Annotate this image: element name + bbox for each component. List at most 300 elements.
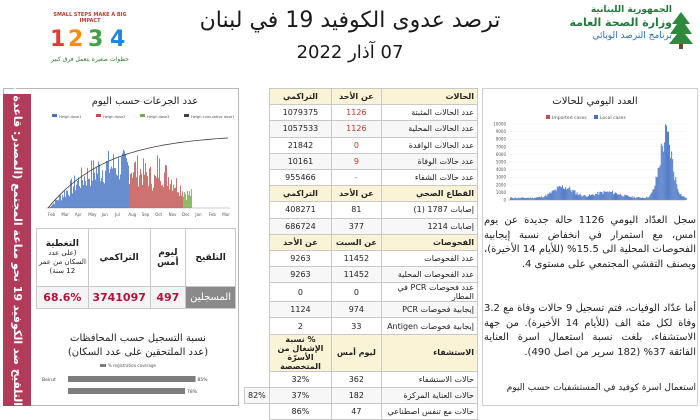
table-cell-c2: 37% [269, 387, 331, 403]
campaign-logo-line-1: SMALL STEPS MAKE A BIG IMPACT [53, 12, 127, 24]
table-row [245, 202, 478, 218]
cases-bar [589, 194, 590, 200]
doses-bar [179, 196, 180, 208]
cases-bar [536, 198, 537, 200]
doses-bar [128, 165, 129, 208]
table-cell-c1: 9 [332, 153, 382, 169]
doses-x-tick: Feb [208, 212, 216, 217]
table-cell-label: إصابات 1787 (1) [381, 202, 477, 218]
table-cell-c2: عن الأحد [269, 234, 331, 250]
cases-bar [606, 192, 607, 200]
svg-text:Imported cases: Imported cases [552, 116, 587, 121]
doses-bar [83, 185, 84, 208]
cases-y-tick: 6000 [495, 151, 506, 157]
doses-bar [188, 195, 189, 208]
doses-bar [136, 177, 137, 208]
cases-bar [643, 198, 644, 200]
doses-bar [124, 151, 125, 208]
cases-y-tick: 10000 [493, 121, 506, 127]
svg-text:Heigh dose1: Heigh dose1 [59, 115, 82, 119]
doses-chart-title: عدد الجرعات حسب اليوم [91, 96, 199, 107]
cases-legend-item [546, 115, 587, 121]
cases-bar [681, 194, 682, 200]
doses-bar [105, 171, 106, 208]
cases-bar [515, 198, 516, 200]
doses-bar [132, 178, 133, 208]
coverage-subtitle: (عدد الملتحقين على عدد السكان) [67, 347, 209, 358]
table-row [245, 250, 478, 266]
cases-bar [552, 191, 553, 200]
cases-bar [542, 197, 543, 200]
svg-text:Local cases: Local cases [600, 116, 626, 121]
beds-chart-caption: استعمال اسرة كوفيد في المستشفيات حسب اليوم [506, 383, 696, 393]
cases-bar [538, 197, 539, 200]
doses-bar [59, 195, 60, 208]
table-cell-label: عدد الحالات المثبتة [381, 105, 477, 121]
doses-bar [60, 195, 61, 208]
coverage-bar-label: Beirut [42, 378, 56, 383]
doses-bar [50, 207, 51, 208]
cases-summary-text: سجل العدّاد اليومي 1126 حالة جديدة عن يوم امس، مع استمرار في انخفاض نسبة إيجابية الفحوصات المحلية الى 15.5% (للأيام 14 الأخيرة)، ويصنف التفشي المجتمعي على مستوى 4. [484, 215, 697, 270]
doses-x-tick: Jul [115, 212, 120, 217]
cases-bar [617, 194, 618, 200]
table-cell-c2: 1057533 [269, 121, 331, 137]
doses-bar [61, 200, 62, 208]
cases-bar [555, 189, 556, 200]
doses-bar [94, 173, 95, 208]
table-section-header [245, 186, 478, 202]
doses-bar [80, 188, 81, 208]
table-cell-c2: 9263 [269, 250, 331, 266]
doses-bar [55, 199, 56, 208]
doses-bar [95, 180, 96, 208]
doses-bar [108, 151, 109, 208]
cases-bar [630, 197, 631, 200]
cases-bar [544, 196, 545, 200]
doses-bar [100, 181, 101, 208]
table-cell-c2: 9263 [269, 267, 331, 283]
doses-x-tick: Dec [182, 212, 190, 217]
cases-y-tick: 5000 [495, 159, 506, 165]
doses-bar [173, 185, 174, 208]
cases-bar [650, 194, 651, 200]
table-cell-label: حالات مع تنفس اصطناعي [381, 404, 477, 420]
doses-bar [98, 161, 99, 208]
doses-bar [76, 185, 77, 208]
cases-bar [546, 196, 547, 200]
cases-bar [576, 194, 577, 200]
table-cell-label: عدد حالات الشفاء [381, 169, 477, 185]
cases-bar [573, 190, 574, 200]
doses-bar [147, 176, 148, 208]
doses-bar [168, 177, 169, 208]
doses-x-tick: Jun [101, 212, 108, 217]
doses-bar [149, 169, 150, 208]
doses-bar [165, 165, 166, 208]
cases-bar [682, 196, 683, 200]
doses-bar [131, 173, 132, 208]
cases-bar [664, 142, 665, 200]
cases-bar [530, 197, 531, 200]
cases-bar [587, 197, 588, 200]
cases-bar [592, 194, 593, 200]
cases-bar [619, 195, 620, 200]
table-cell-c1: 974 [332, 302, 382, 318]
table-cell-c2: 32% [269, 371, 331, 387]
doses-bar [186, 200, 187, 208]
doses-bar [138, 186, 139, 208]
table-cell-c2: 686724 [269, 218, 331, 234]
table-row [245, 387, 478, 403]
table-section-header [245, 234, 478, 250]
cases-bar [566, 189, 567, 200]
cases-bar [567, 189, 568, 200]
cases-bar [577, 192, 578, 200]
cases-bar [532, 197, 533, 200]
cases-bar [631, 197, 632, 200]
cases-bar [588, 196, 589, 200]
table-row [245, 267, 478, 283]
cases-bar [551, 193, 552, 200]
cases-bar [657, 177, 658, 200]
doses-bar [78, 178, 79, 208]
cases-bar [680, 194, 681, 200]
cases-bar [663, 152, 664, 200]
cases-bar [675, 177, 676, 200]
cases-bar [636, 198, 637, 200]
cases-bar [640, 198, 641, 200]
doses-bar [115, 168, 116, 208]
table-cell-label: عدد فحوصات PCR في المطار [381, 283, 477, 302]
doses-bar [75, 190, 76, 208]
table-cell-c2: التراكمي [269, 89, 331, 105]
table-cell-c2: 408271 [269, 202, 331, 218]
doses-bar [114, 168, 115, 208]
table-cell-label: الحالات [381, 89, 477, 105]
doses-bar [53, 203, 54, 208]
doses-bar [74, 176, 75, 208]
cases-bar [580, 194, 581, 200]
table-cell-c2: % نسبة الإشغال من الأسرّة المتخصصة [269, 334, 331, 371]
table-cell-c2: 86% [269, 404, 331, 420]
doses-bar [151, 184, 152, 208]
cases-bar [594, 196, 595, 200]
cases-bar [662, 146, 663, 200]
coverage-chart [40, 362, 236, 406]
cases-bar [658, 168, 659, 200]
coverage-bar [68, 376, 196, 382]
vac-header-coverage [37, 229, 89, 287]
doses-bar [125, 154, 126, 208]
cases-bar [625, 195, 626, 200]
doses-bar [57, 200, 58, 208]
doses-bar [90, 186, 91, 208]
doses-bar [183, 197, 184, 208]
table-cell-c1: 11452 [332, 267, 382, 283]
doses-bar [113, 154, 114, 208]
cases-bar [521, 197, 522, 200]
doses-bar [137, 155, 138, 208]
doses-bar [67, 191, 68, 208]
doses-bar [146, 172, 147, 208]
cases-bar [570, 190, 571, 200]
cases-bar [645, 198, 646, 200]
cases-bar [556, 191, 557, 200]
doses-bar [140, 169, 141, 208]
cases-y-tick: 4000 [495, 167, 506, 173]
coverage-bar-value: 78% [187, 390, 198, 395]
cases-bar [598, 195, 599, 200]
doses-bar [72, 193, 73, 208]
table-row [245, 153, 478, 169]
doses-bar [51, 206, 52, 208]
doses-x-tick: Apr [74, 212, 82, 217]
cases-bar [676, 184, 677, 200]
cases-bar [616, 193, 617, 200]
table-cell-c1: 1126 [332, 105, 382, 121]
daily-cases-chart [486, 112, 696, 212]
doses-bar [71, 179, 72, 208]
cases-bar [599, 192, 600, 200]
cases-bar [652, 190, 653, 200]
cases-bar [565, 187, 566, 200]
doses-bar [157, 155, 158, 208]
doses-bar [73, 187, 74, 208]
cases-bar [661, 144, 662, 200]
doses-bar [82, 180, 83, 208]
cases-bar [578, 195, 579, 200]
cases-bar [545, 195, 546, 200]
cases-bar [621, 195, 622, 200]
doses-bar [143, 158, 144, 208]
cases-bar [563, 189, 564, 200]
table-cell-c1: 0 [332, 283, 382, 302]
doses-bar [97, 174, 98, 208]
table-cell-c2: 10161 [269, 153, 331, 169]
cases-bar [660, 165, 661, 200]
table-row [245, 371, 478, 387]
cases-bar [622, 196, 623, 200]
stats-table [244, 88, 478, 420]
cases-bar [623, 196, 624, 200]
doses-bar [123, 150, 124, 208]
cases-bar [510, 198, 511, 200]
table-cell-c1: عن الأحد [332, 89, 382, 105]
ministry-line-1: الجمهورية اللبنانية [590, 5, 672, 15]
doses-bar [189, 191, 190, 208]
cases-bar [548, 194, 549, 200]
cases-bar [539, 197, 540, 200]
ministry-label [552, 4, 672, 42]
doses-bar [154, 175, 155, 208]
cases-bar [648, 197, 649, 200]
cases-bar [557, 187, 558, 200]
doses-bar [170, 184, 171, 208]
table-cell-c1: 11452 [332, 250, 382, 266]
coverage-legend [100, 363, 157, 368]
cases-bar [667, 132, 668, 200]
cases-bar [678, 192, 679, 200]
cases-bar [524, 198, 525, 200]
doses-bar [77, 181, 78, 208]
vac-coverage-label: التغطية [45, 239, 79, 249]
doses-bar [163, 187, 164, 208]
report-date: 07 آذار 2022 [296, 42, 404, 63]
table-cell-label: إصابات 1214 [381, 218, 477, 234]
doses-bar [81, 168, 82, 208]
doses-bar [127, 162, 128, 208]
doses-bar [177, 192, 178, 208]
doses-x-tick: Sep [141, 212, 150, 217]
doses-bar [116, 175, 117, 208]
table-cell-label: عدد حالات الوفاة [381, 153, 477, 169]
cases-bar [561, 187, 562, 200]
cases-bar [553, 190, 554, 200]
cases-bar [591, 195, 592, 200]
vaccination-side-title: التلقيح ضد الكوفيد 19 نحو مناعة المجتمع (المصدر: قاعدة بيانات المنصة) [11, 13, 24, 406]
cases-bar [583, 196, 584, 200]
vac-yesterday-value: 497 [150, 287, 186, 309]
cases-bar [659, 167, 660, 200]
table-cell-label: حالات الاستشفاء [381, 371, 477, 387]
doses-bar [120, 174, 121, 208]
doses-bar [135, 162, 136, 208]
coverage-title: نسبة التسجيل حسب المحافظات [70, 333, 206, 344]
doses-bar [65, 197, 66, 208]
cases-bar [534, 198, 535, 200]
table-row [245, 218, 478, 234]
cases-bar [581, 195, 582, 200]
table-cell-c2: 0 [269, 283, 331, 302]
doses-bar [133, 172, 134, 208]
coverage-bar-value: 85% [197, 378, 208, 383]
cases-bar [666, 126, 667, 200]
doses-bar [117, 175, 118, 208]
cases-bar [628, 196, 629, 200]
cases-bar [620, 194, 621, 200]
cases-bar [526, 198, 527, 200]
doses-x-tick: May [88, 212, 97, 217]
doses-bar [126, 158, 127, 208]
table-cell-label: الاستشفاء [381, 334, 477, 371]
doses-bar [176, 178, 177, 208]
doses-bar [86, 186, 87, 208]
cases-bar [626, 195, 627, 200]
table-cell-c2: التراكمي [269, 186, 331, 202]
doses-bar [104, 183, 105, 208]
doses-bar [69, 196, 70, 208]
cases-bar [665, 124, 666, 200]
cases-bar [684, 196, 685, 200]
cases-y-tick: 2000 [495, 182, 506, 188]
doses-bar [92, 181, 93, 208]
doses-bar [182, 191, 183, 208]
cases-bar [683, 196, 684, 200]
doses-bar [161, 186, 162, 208]
doses-bar [167, 186, 168, 208]
table-cell-label: حالات العناية المركزة [381, 387, 477, 403]
doses-bar [172, 191, 173, 208]
cases-bar [674, 180, 675, 200]
cases-bar [574, 190, 575, 200]
table-cell-c1: 33 [332, 318, 382, 334]
cases-bar [629, 197, 630, 200]
doses-x-tick: Oct [155, 212, 163, 217]
table-cell-extra: 82% [245, 387, 270, 403]
doses-bar [158, 178, 159, 208]
cases-bar [632, 196, 633, 200]
table-cell-label: عدد الحالات المحلية [381, 121, 477, 137]
doses-x-tick: Mar [222, 212, 230, 217]
doses-bar [112, 168, 113, 208]
cases-bar [541, 196, 542, 200]
vac-header-vaccination: التلقيح [186, 229, 236, 287]
doses-bar [79, 186, 80, 208]
doses-bar [156, 178, 157, 208]
cases-bar [564, 189, 565, 200]
cases-bar [637, 197, 638, 200]
table-cell-c2: 21842 [269, 137, 331, 153]
cases-bar [668, 132, 669, 200]
svg-text:2: 2 [68, 27, 84, 52]
table-cell-label: القطاع الصحي [381, 186, 477, 202]
cases-bar [559, 186, 560, 200]
cases-bar [568, 188, 569, 200]
table-cell-c1: 81 [332, 202, 382, 218]
deaths-summary-text: أما عدّاد الوفيات، فتم تسجيل 9 حالات وفاة مع 3.2 وفاة لكل مئة الف (للأيام 14 الأخيرة). من جهة الاستشفاء، بلغت نسبة استعمال اسرة العناية الفائقة 37% (182 سرير من اصل 490). [484, 303, 697, 358]
doses-x-tick: Aug [128, 212, 137, 217]
doses-bar [106, 161, 107, 208]
cases-y-tick: 8000 [495, 136, 506, 142]
cases-bar [560, 187, 561, 200]
doses-bar [187, 191, 188, 208]
doses-bar [155, 176, 156, 208]
svg-text:3: 3 [88, 27, 104, 52]
cases-bar [547, 194, 548, 200]
table-row [245, 105, 478, 121]
svg-text:Heigh dose3: Heigh dose3 [147, 115, 170, 119]
vaccination-table [36, 228, 236, 309]
cases-bar [615, 193, 616, 200]
cases-bar [672, 159, 673, 200]
cases-bar [649, 195, 650, 200]
cases-bar [613, 194, 614, 200]
doses-bar [96, 167, 97, 208]
cases-bar [654, 189, 655, 200]
doses-bar [111, 167, 112, 208]
ministry-line-3: برنامج الترصد الوبائي [592, 31, 672, 41]
table-cell-label: الفحوصات [381, 234, 477, 250]
cases-y-tick: 3000 [495, 174, 506, 180]
table-cell-label: عدد الفحوصات [381, 250, 477, 266]
doses-bar [162, 185, 163, 208]
cases-bar [655, 186, 656, 200]
cases-bar [611, 192, 612, 200]
doses-bar [164, 172, 165, 208]
doses-legend-item [184, 114, 235, 119]
table-row [245, 137, 478, 153]
cases-bar [638, 197, 639, 200]
doses-bar [85, 181, 86, 208]
doses-bar [58, 200, 59, 208]
cases-bar [593, 195, 594, 200]
doses-bar [139, 175, 140, 208]
cases-bar [669, 145, 670, 200]
doses-bar [181, 196, 182, 208]
doses-bar [118, 157, 119, 208]
cases-bar [673, 172, 674, 200]
doses-bar [63, 197, 64, 208]
